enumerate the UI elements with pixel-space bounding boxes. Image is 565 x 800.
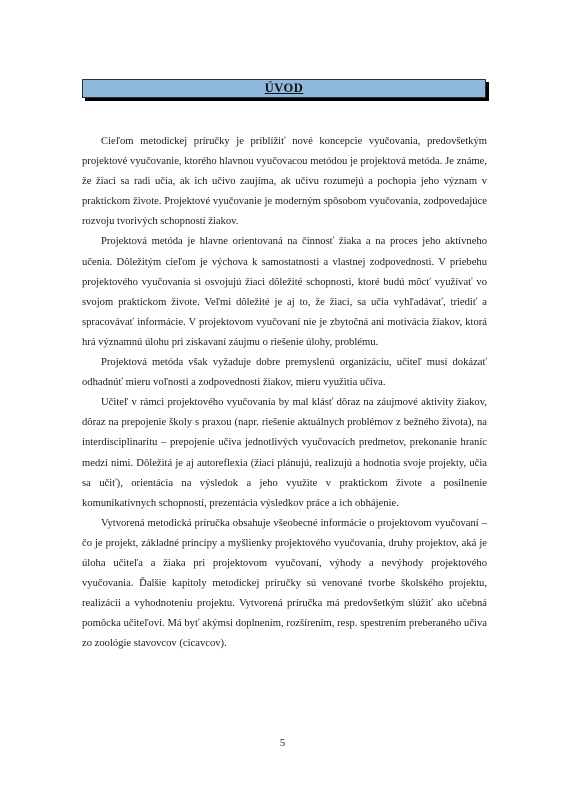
paragraph-5: Vytvorená metodická príručka obsahuje všeobecné informácie o projektovom vyučovaní – čo je projekt, základné princípy a myšlienky projektového vyučovania, druhy projektov, aká je úloha učiteľa a žiaka pri projektovom vyučovaní, výhody a nevýhody projektového vyučovania. Ďalšie kapitoly metodickej príručky sú venované tvorbe školského projektu, realizácii a vyhodnoteniu projektu. Vytvorená príručka má predovšetkým slúžiť ako učebná pomôcka učiteľovi. Má byť akýmsi doplnením, rozšírením, resp. spestrením preberaného učiva zo zoológie stavovcov (cicavcov). bbox=[82, 517, 487, 650]
body-text bbox=[82, 132, 487, 654]
section-title-box bbox=[82, 79, 486, 98]
paragraph-3: Projektová metóda však vyžaduje dobre premyslenú organizáciu, učiteľ musí dokázať odhadnúť mieru voľnosti a zodpovednosti žiakov, mieru využitia učiva. bbox=[82, 357, 487, 389]
section-title: ÚVOD bbox=[264, 81, 304, 95]
paragraph-1: Cieľom metodickej príručky je priblížiť nové koncepcie vyučovania, predovšetkým projektové vyučovanie, ktorého hlavnou vyučovacou metódou je projektová metóda. Je známe, že žiaci sa radi učia, ak ich učivo zaujíma, ak učivu rozumejú a pochopia jeho význam v praktickom živote. Projektové vyučovanie je moderným spôsobom vyučovania, zodpovedajúce rozvoju tvorivých schopností žiakov. bbox=[82, 136, 487, 228]
page-number: 5 bbox=[279, 738, 286, 749]
paragraph-4: Učiteľ v rámci projektového vyučovania by mal klásť dôraz na záujmové aktivity žiakov, dôraz na prepojenie školy s praxou (napr. riešenie aktuálnych problémov z bežného života), na interdisciplinaritu – prepojenie učiva jednotlivých vyučovacích predmetov, prekonanie hraníc medzi nimi. Dôležitá je aj autoreflexia (žiaci plánujú, realizujú a hodnotia svoje projekty, učia sa učiť), orientácia na výsledok a jeho využite v praktickom živote a posilnenie komunikatívnych schopností, prezentácia výsledkov práce a ich obhájenie. bbox=[82, 397, 487, 509]
paragraph-2: Projektová metóda je hlavne orientovaná na činnosť žiaka a na proces jeho aktívneho učenia. Dôležitým cieľom je výchova k samostatnosti a vlastnej zodpovednosti. V priebehu projektového vyučovania si osvojujú žiaci dôležité schopnosti, ktoré budú môcť využívať vo svojom praktickom živote. Veľmi dôležité je aj to, že žiaci, sa učia vyhľadávať, triediť a spracovávať informácie. V projektovom vyučovaní nie je zbytočná ani motivácia žiakov, ktorá hrá významnú úlohu pri získavaní záujmu o riešenie úlohy, problému. bbox=[82, 236, 487, 348]
